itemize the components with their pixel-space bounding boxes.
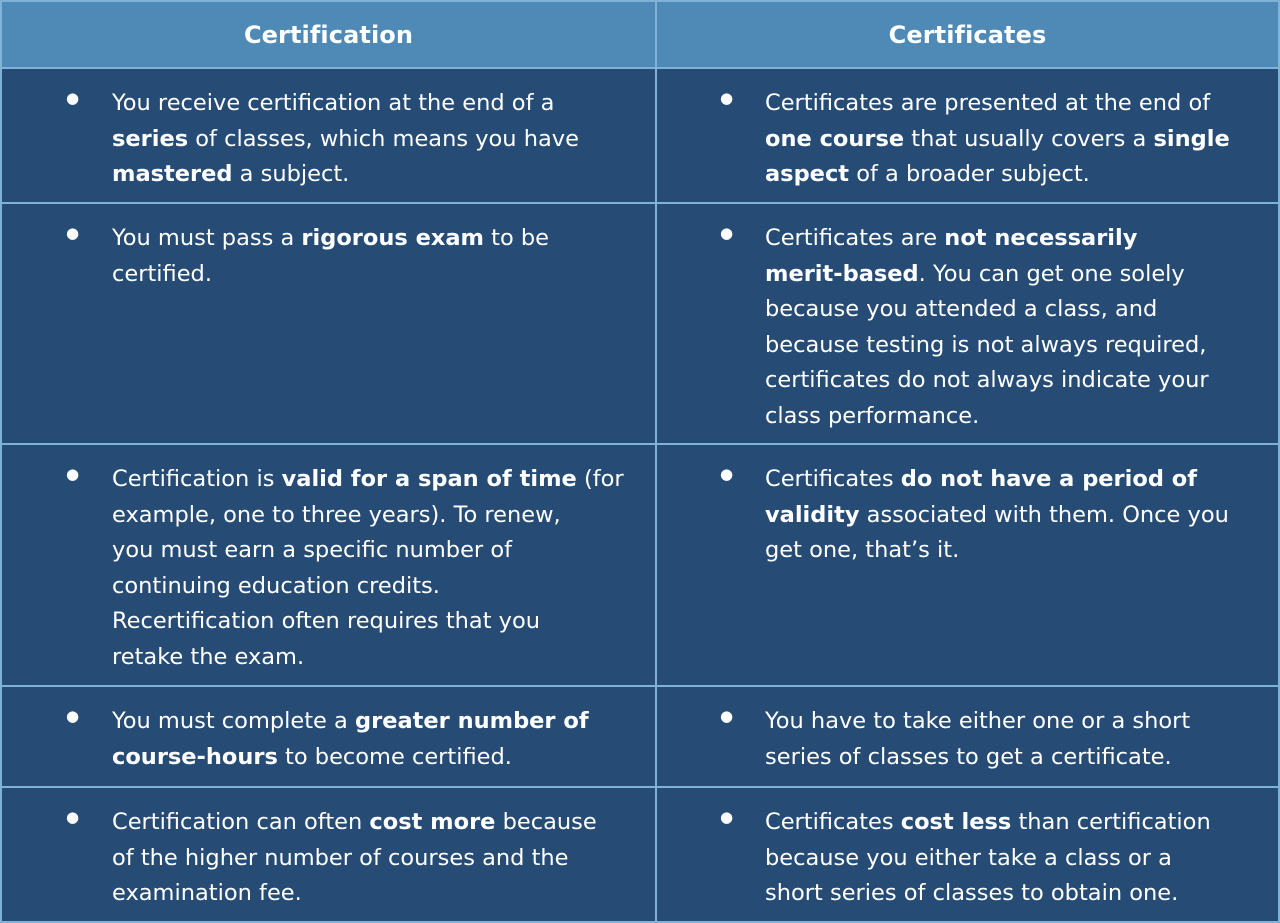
cell-text (112, 704, 589, 775)
cell-text (765, 704, 1190, 775)
cell-text (112, 805, 597, 912)
cell-text (765, 805, 1211, 912)
text-segment: of a broader subject. (849, 161, 1090, 187)
text-segment: Certification is (112, 466, 282, 492)
text-segment: you must earn a specific number of (112, 537, 513, 563)
bold-text-segment: single (1153, 125, 1230, 152)
bold-text-segment: aspect (765, 161, 850, 187)
text-segment: Recertification often requires that you (112, 608, 541, 634)
table-row (2, 204, 1278, 445)
text-segment: get one, that’s it. (765, 537, 960, 563)
table-row (2, 788, 1278, 923)
text-segment: class performance. (765, 402, 980, 429)
text-segment: You must pass a (112, 225, 302, 251)
cell-text (112, 221, 549, 292)
bold-text-segment: valid for a span of time (281, 466, 577, 492)
text-segment: series of classes to get a certificate. (765, 743, 1172, 770)
bullet-icon: ● (720, 224, 734, 242)
text-line (765, 292, 1209, 328)
text-segment: because testing is not always required, (765, 331, 1207, 358)
text-segment: that usually covers a (904, 125, 1154, 152)
text-segment: because you attended a class, and (765, 296, 1158, 322)
table-row (2, 69, 1278, 204)
bullet-icon: ● (66, 89, 80, 107)
text-line (765, 498, 1229, 534)
bold-text-segment: cost less (900, 809, 1012, 835)
text-line (112, 604, 624, 640)
cell-text (765, 462, 1229, 569)
bold-text-segment: do not have a period of (900, 466, 1198, 492)
certificates-cell (657, 445, 1278, 685)
text-line (112, 221, 549, 257)
bold-text-segment: not necessarily (944, 225, 1138, 251)
text-line (765, 399, 1209, 435)
text-line (765, 462, 1229, 498)
text-segment: retake the exam. (112, 643, 305, 670)
bullet-icon: ● (720, 707, 734, 725)
text-segment: Certificates are (765, 225, 945, 251)
bullet-icon: ● (720, 465, 734, 483)
text-line (765, 122, 1230, 158)
text-segment: (for (576, 466, 624, 492)
bullet-icon: ● (66, 808, 80, 826)
text-segment: You have to take either one or a short (765, 708, 1191, 734)
text-segment: to become certified. (277, 743, 512, 770)
text-line (765, 805, 1211, 841)
column-header-certificates: Certificates (888, 20, 1047, 49)
text-segment: than certification (1011, 809, 1211, 835)
text-segment: of classes, which means you have (188, 125, 579, 152)
text-line (112, 533, 624, 569)
text-segment: You receive certification at the end of a (112, 90, 555, 116)
text-segment: Certificates (765, 809, 901, 835)
cell-text (112, 462, 624, 675)
bold-text-segment: series (112, 125, 189, 152)
text-line (112, 876, 597, 912)
text-line (112, 498, 624, 534)
text-line (765, 740, 1190, 776)
text-segment: a subject. (232, 161, 350, 187)
text-segment: examination fee. (112, 880, 302, 906)
text-segment: continuing education credits. (112, 572, 440, 599)
text-line (765, 221, 1209, 257)
text-line (112, 805, 597, 841)
text-line (765, 86, 1230, 122)
text-segment: . You can get one solely (918, 260, 1185, 287)
text-segment: example, one to three years). To renew, (112, 501, 561, 528)
certification-cell (2, 69, 657, 202)
text-line (112, 569, 624, 605)
text-segment: to be (484, 225, 550, 251)
certificates-cell (657, 687, 1278, 786)
bullet-icon: ● (66, 465, 80, 483)
text-segment: of the higher number of courses and the (112, 844, 569, 871)
text-line (765, 157, 1230, 193)
certification-cell (2, 204, 657, 443)
text-line (765, 363, 1209, 399)
text-line (765, 841, 1211, 877)
bold-text-segment: mastered (112, 161, 233, 187)
bold-text-segment: validity (765, 501, 860, 528)
certificates-cell (657, 788, 1278, 923)
text-segment: because (495, 809, 597, 835)
bold-text-segment: rigorous exam (301, 225, 484, 251)
table-row (2, 445, 1278, 687)
text-segment: certified. (112, 260, 212, 287)
text-segment: Certification can often (112, 809, 370, 835)
bullet-icon: ● (66, 224, 80, 242)
certificates-cell (657, 204, 1278, 443)
text-line (765, 328, 1209, 364)
text-line (112, 157, 579, 193)
text-line (112, 122, 579, 158)
bold-text-segment: merit-based (765, 260, 919, 287)
bold-text-segment: course-hours (112, 743, 278, 770)
text-line (765, 257, 1209, 293)
certification-cell (2, 788, 657, 923)
text-line (112, 841, 597, 877)
cell-text (765, 86, 1230, 193)
header-row (2, 2, 1278, 69)
text-line (765, 704, 1190, 740)
cell-text (765, 221, 1209, 434)
bold-text-segment: greater number of (355, 708, 589, 734)
text-line (112, 462, 624, 498)
column-header-certification: Certification (2, 2, 657, 67)
cell-text (112, 86, 579, 193)
certification-cell (2, 445, 657, 685)
text-segment: certificates do not always indicate your (765, 367, 1209, 393)
certificates-cell (657, 69, 1278, 202)
text-segment: short series of classes to obtain one. (765, 880, 1179, 906)
bullet-icon: ● (66, 707, 80, 725)
certification-cell (2, 687, 657, 786)
text-segment: associated with them. Once you (859, 501, 1229, 528)
bullet-icon: ● (720, 808, 734, 826)
text-line (112, 640, 624, 676)
text-line (112, 257, 549, 293)
bullet-icon: ● (720, 89, 734, 107)
text-line (765, 876, 1211, 912)
table-row (2, 687, 1278, 788)
text-segment: Certificates (765, 466, 901, 492)
bold-text-segment: cost more (369, 809, 496, 835)
bold-text-segment: one course (765, 125, 905, 152)
text-line (765, 533, 1229, 569)
text-line (112, 704, 589, 740)
text-segment: because you either take a class or a (765, 844, 1172, 871)
text-segment: You must complete a (112, 708, 355, 734)
text-line (112, 86, 579, 122)
text-segment: Certificates are presented at the end of (765, 90, 1211, 116)
text-line (112, 740, 589, 776)
